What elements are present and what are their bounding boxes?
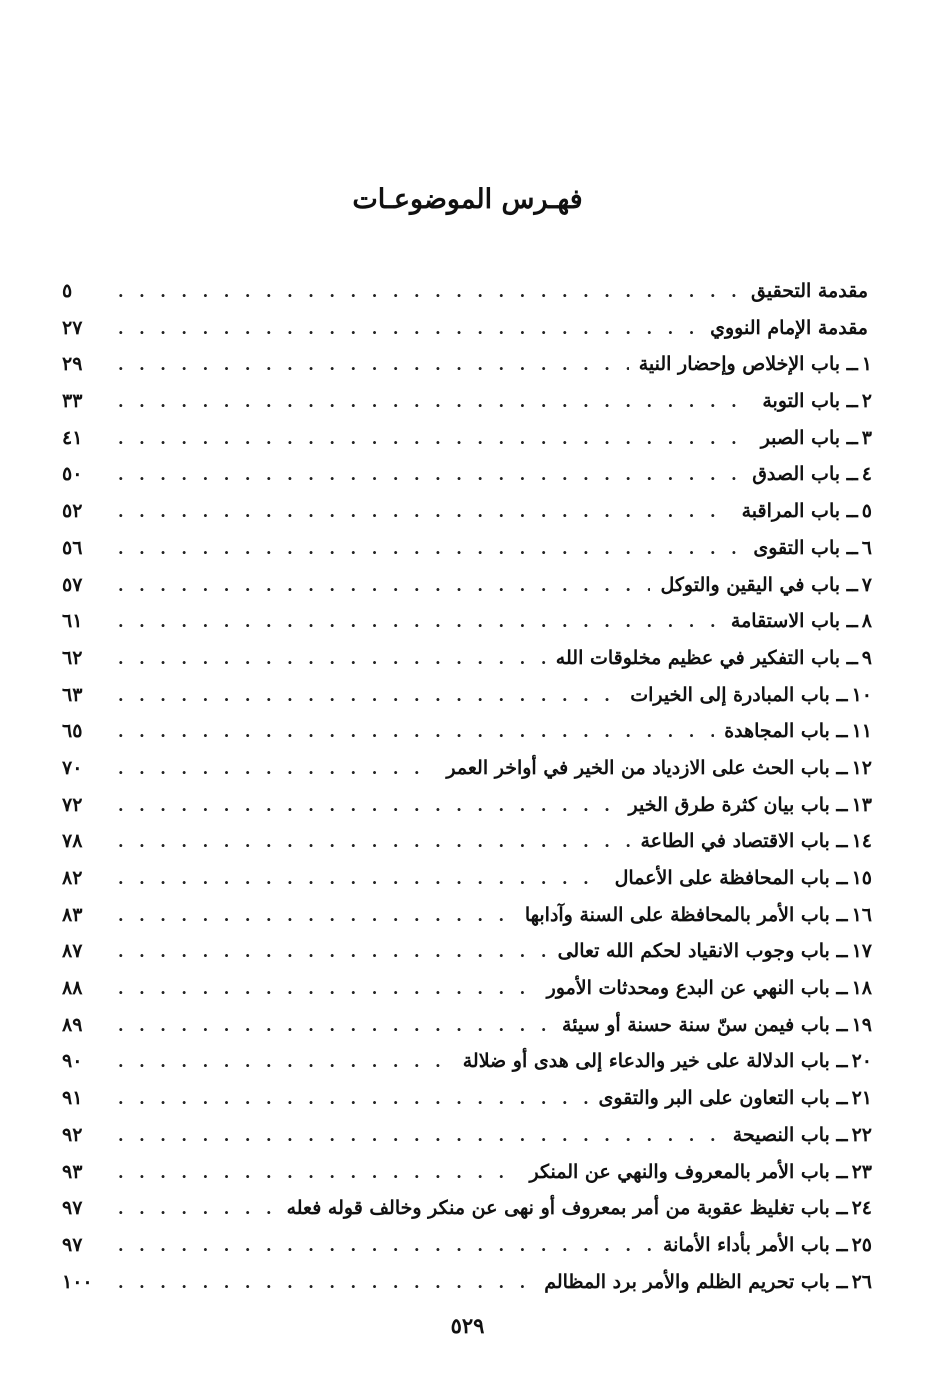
toc-entry-title (453, 1050, 872, 1072)
toc-entry-number: ١٥ (851, 867, 872, 889)
toc-entry-number: ١٤ (851, 830, 872, 853)
toc-entry-label: ــ باب الاقتصاد في الطاعة (640, 830, 848, 853)
toc-entry-page: ٢٧ (62, 316, 83, 339)
toc-entry-number: ٢٣ (851, 1160, 872, 1183)
dot-leader (118, 1126, 723, 1145)
toc-entry-label: ــ باب التفكير في عظيم مخلوقات الله (555, 646, 858, 669)
dot-leader (118, 832, 630, 851)
toc-entry-title (548, 940, 872, 962)
toc-entry (62, 353, 872, 390)
dot-leader (118, 282, 741, 301)
toc-entry (62, 720, 872, 757)
dot-leader (118, 355, 629, 374)
toc-entry-label: مقدمة الإمام النووي (710, 316, 868, 339)
dot-leader (118, 1016, 552, 1035)
toc-entry-page: ٨٣ (62, 903, 83, 926)
toc-entry-label: مقدمة التحقيق (751, 280, 868, 302)
toc-entry (62, 463, 872, 500)
toc-entry-page: ٩٢ (62, 1123, 83, 1146)
toc-entry-number: ٥ (861, 500, 872, 523)
toc-entry-number: ١٩ (851, 1013, 872, 1036)
toc-entry-number: ٣ (861, 426, 872, 449)
toc-entry-title (605, 867, 872, 889)
toc-entry-title (732, 500, 872, 522)
toc-entry-label: ــ باب الحث على الازدياد من الخير في أواخر العمر (446, 756, 848, 779)
toc-entry-page: ٩١ (62, 1087, 83, 1110)
toc-entry-number: ١٧ (851, 940, 872, 963)
toc-entry (62, 317, 872, 354)
toc-entry-title (515, 904, 872, 926)
toc-entry-number: ٦ (861, 536, 872, 559)
toc-entry (62, 1014, 872, 1051)
toc-entry-title (534, 1271, 872, 1293)
dot-leader (118, 539, 743, 558)
dot-leader (118, 979, 537, 998)
toc-entry-title (537, 977, 872, 999)
toc-entry-number: ١٨ (851, 977, 872, 1000)
toc-entry-label: ــ باب التقوى (753, 536, 858, 559)
toc-entry-label: ــ باب المجاهدة (724, 720, 848, 743)
dot-leader (118, 722, 714, 741)
toc-entry-label: ــ باب النصيحة (732, 1123, 848, 1146)
toc-entry-page: ٥٠ (62, 463, 83, 486)
toc-entry (62, 647, 872, 684)
toc-entry-title (546, 647, 872, 669)
toc-entry-number: ٨ (861, 610, 872, 633)
toc-entry (62, 610, 872, 647)
toc-entry-page: ٨٨ (62, 977, 83, 1000)
toc-entry-title (619, 794, 872, 816)
toc-entry (62, 830, 872, 867)
page-title: فهـرس الموضوعـات (352, 184, 583, 215)
dot-leader (118, 942, 548, 961)
toc-entry-page: ٦٣ (62, 683, 83, 706)
toc-entry-page: ٩٠ (62, 1050, 83, 1073)
toc-entry-title (436, 757, 872, 779)
toc-entry (62, 1271, 872, 1308)
toc-entry-number: ٢٤ (851, 1197, 872, 1220)
toc-entry-label: ــ باب التوبة (762, 390, 858, 413)
toc-entry-page: ٧٨ (62, 830, 83, 853)
toc-entry (62, 794, 872, 831)
toc-entry-page: ٨٧ (62, 940, 83, 963)
toc-entry-label: ــ باب بيان كثرة طرق الخير (628, 793, 848, 816)
toc-entry-number: ٢٠ (851, 1050, 872, 1073)
toc-entry-title (653, 1234, 872, 1256)
toc-entry (62, 574, 872, 611)
toc-entry (62, 427, 872, 464)
toc-entry-number: ٢١ (851, 1087, 872, 1110)
toc-entry-page: ٣٣ (62, 390, 83, 413)
toc-entry-title (751, 427, 872, 449)
toc-entry-label: ــ باب الأمر بالمحافظة على السنة وآدابها (524, 903, 848, 926)
toc-entry-page: ٤١ (62, 426, 83, 449)
toc-entry (62, 904, 872, 941)
toc-entry-label: ــ باب المبادرة إلى الخيرات (630, 683, 848, 706)
dot-leader (118, 392, 752, 411)
toc-entry-label: ــ باب المراقبة (741, 500, 858, 523)
toc-entry-title (650, 574, 872, 596)
toc-entry (62, 537, 872, 574)
toc-entry-number: ٤ (861, 463, 872, 486)
toc-entry-label: ــ باب الأمر بأداء الأمانة (662, 1233, 848, 1256)
toc-entry-label: ــ باب فيمن سنّ سنة حسنة أو سيئة (562, 1013, 848, 1036)
toc-entry-label: ــ باب وجوب الانقياد لحكم الله تعالى (557, 940, 848, 963)
toc-entry (62, 1161, 872, 1198)
toc-entry-page: ٧٠ (62, 756, 83, 779)
toc-entry (62, 1087, 872, 1124)
dot-leader (118, 465, 742, 484)
toc-entry (62, 1124, 872, 1161)
toc-entry-number: ٧ (861, 573, 872, 596)
dot-leader (118, 1052, 453, 1071)
toc-entry-label: ــ باب النهي عن البدع ومحدثات الأمور (546, 977, 848, 1000)
dot-leader (118, 759, 436, 778)
toc-entry (62, 500, 872, 537)
toc-entry-label: ــ باب تغليظ عقوبة من أمر بمعروف أو نهى عن منكر وخالف قوله فعله (286, 1197, 848, 1220)
dot-leader (118, 796, 619, 815)
dot-leader (118, 319, 700, 338)
toc-entry-title (629, 353, 872, 375)
toc-entry (62, 867, 872, 904)
dot-leader (118, 576, 650, 595)
toc-entry-title (723, 1124, 872, 1146)
dot-leader (118, 649, 546, 668)
dot-leader (118, 502, 732, 521)
dot-leader (118, 1163, 520, 1182)
toc-entry-title (752, 390, 872, 412)
toc-entry-number: ١ (861, 353, 872, 376)
toc-entry-number: ١٣ (851, 793, 872, 816)
toc-entry (62, 684, 872, 721)
dot-leader (118, 686, 620, 705)
toc-entry-number: ٢٢ (851, 1123, 872, 1146)
toc-entry-label: ــ باب الصبر (760, 426, 858, 449)
toc-entry-page: ٥٢ (62, 500, 83, 523)
toc-entry-label: ــ باب التعاون على البر والتقوى (598, 1087, 848, 1110)
toc-entry-page: ٦٢ (62, 646, 83, 669)
dot-leader (118, 1089, 589, 1108)
toc-entry-number: ١١ (851, 720, 872, 743)
toc-entry-title (520, 1161, 873, 1183)
toc-entry-page: ١٠٠ (62, 1270, 93, 1293)
toc-entry-title (620, 684, 872, 706)
toc-entry-title (700, 317, 872, 339)
toc-entry-label: ــ باب الاستقامة (730, 610, 858, 633)
toc-entry-page: ٧٢ (62, 793, 83, 816)
dot-leader (118, 1236, 653, 1255)
toc-entry-number: ٩ (861, 646, 872, 669)
toc-entry (62, 280, 872, 317)
toc-entry-title (743, 537, 872, 559)
toc-entry-number: ١٠ (851, 683, 872, 706)
toc-entry (62, 1234, 872, 1271)
toc-entry-title (589, 1087, 873, 1109)
toc-entry-page: ٦٥ (62, 720, 83, 743)
toc-entry-page: ٩٣ (62, 1160, 83, 1183)
toc-entry-label: ــ باب الإخلاص وإحضار النية (638, 353, 858, 376)
toc-entry-page: ٥ (62, 280, 73, 302)
toc-entry (62, 1050, 872, 1087)
toc-entry-page: ٦١ (62, 610, 83, 633)
toc-entry-title (714, 720, 872, 742)
dot-leader (118, 869, 605, 888)
toc-entry-title (277, 1197, 872, 1219)
dot-leader (118, 1273, 534, 1292)
toc-entry-label: ــ باب في اليقين والتوكل (660, 573, 858, 596)
toc-entry-title (742, 463, 872, 485)
toc-entry-title (552, 1014, 872, 1036)
toc-entry-page: ٨٩ (62, 1013, 83, 1036)
toc-entry-title (630, 830, 872, 852)
toc-entry-number: ٢ (861, 390, 872, 413)
toc-entry (62, 1197, 872, 1234)
toc-entry-page: ٩٧ (62, 1233, 83, 1256)
page-number: ٥٢٩ (450, 1313, 485, 1338)
toc-entry-label: ــ باب الصدق (752, 463, 858, 486)
table-of-contents (62, 280, 872, 1307)
toc-entry-number: ٢٥ (851, 1233, 872, 1256)
toc-entry-page: ٩٧ (62, 1197, 83, 1220)
toc-entry-number: ١٦ (851, 903, 872, 926)
toc-entry-title (721, 610, 872, 632)
toc-entry-number: ١٢ (851, 756, 872, 779)
toc-entry-page: ٢٩ (62, 353, 83, 376)
toc-entry-page: ٥٦ (62, 536, 83, 559)
toc-entry-page: ٥٧ (62, 573, 83, 596)
toc-entry-label: ــ باب المحافظة على الأعمال (614, 867, 848, 889)
toc-entry-label: ــ باب الأمر بالمعروف والنهي عن المنكر (529, 1160, 848, 1183)
toc-entry (62, 940, 872, 977)
toc-entry (62, 757, 872, 794)
toc-entry-number: ٢٦ (851, 1270, 872, 1293)
dot-leader (118, 906, 515, 925)
dot-leader (118, 1199, 277, 1218)
toc-entry-label: ــ باب تحريم الظلم والأمر برد المظالم (544, 1270, 848, 1293)
toc-entry-title (741, 280, 872, 302)
toc-entry (62, 390, 872, 427)
toc-entry (62, 977, 872, 1014)
dot-leader (118, 612, 721, 631)
toc-entry-label: ــ باب الدلالة على خير والدعاء إلى هدى أو ضلالة (462, 1050, 848, 1073)
toc-entry-page: ٨٢ (62, 867, 83, 889)
dot-leader (118, 429, 751, 448)
